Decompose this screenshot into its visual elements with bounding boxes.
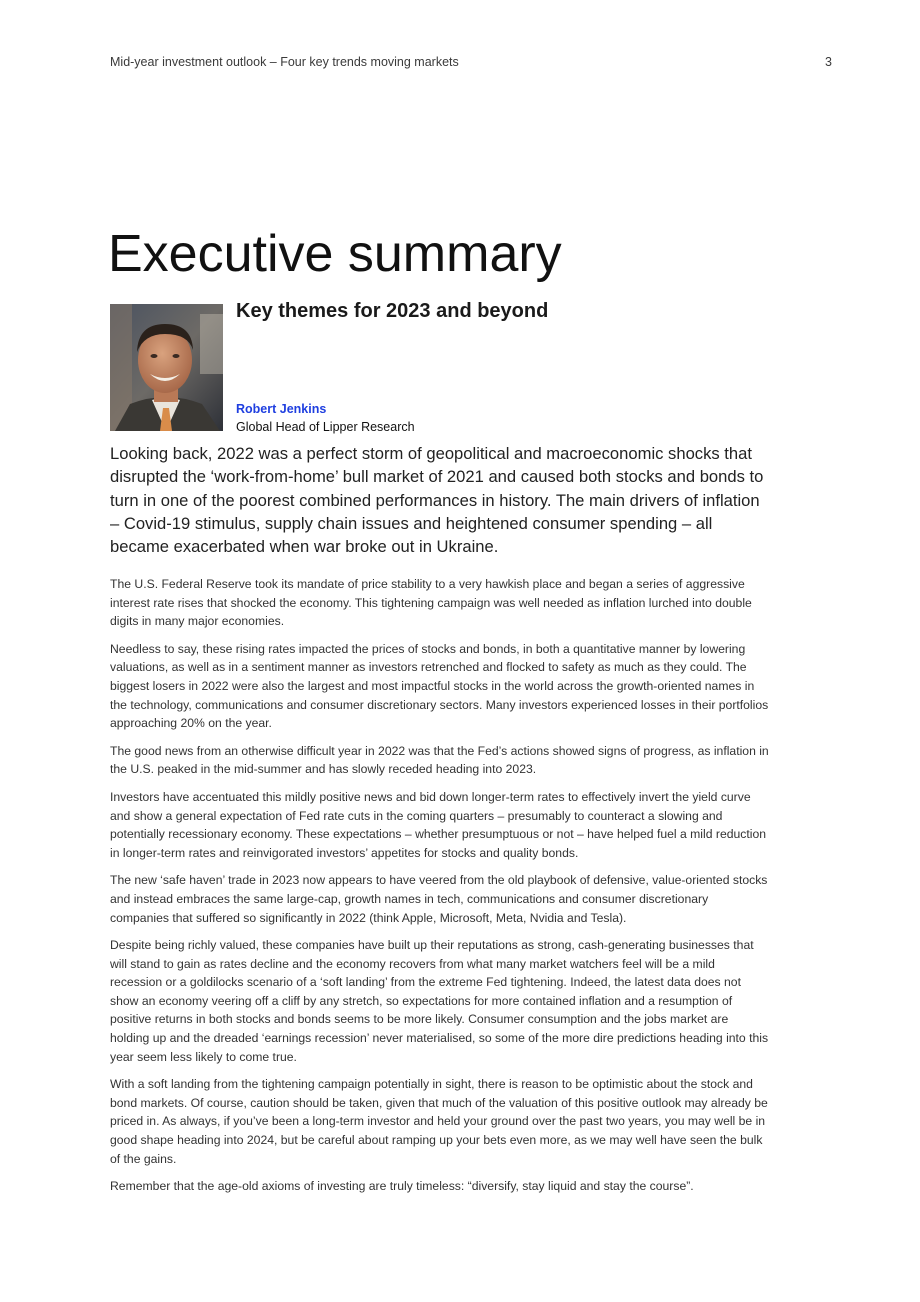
body-text [110,575,770,1205]
author-role: Global Head of Lipper Research [236,420,415,434]
author-portrait [110,304,223,431]
body-paragraph: The U.S. Federal Reserve took its mandate of price stability to a very hawkish place and began a series of aggressive interest rate rises that shocked the economy. This tightening campaign was well needed as inflation lurched into double digits in many major economies. [110,577,752,629]
running-header [110,54,832,70]
body-paragraph: Remember that the age-old axioms of investing are truly timeless: “diversify, stay liquid and stay the course”. [110,1179,694,1194]
body-paragraph: The good news from an otherwise difficult year in 2022 was that the Fed’s actions showed signs of progress, as inflation in the U.S. peaked in the mid-summer and has slowly receded heading into 2023. [110,743,769,777]
body-paragraph: The new ‘safe haven’ trade in 2023 now appears to have veered from the old playbook of defensive, value-oriented stocks and instead embraces the same large-cap, growth names in tech, communications and consumer discretionary companies that suffered so significantly in 2022 (think Apple, Microsoft, Meta, Nvidia and Tesla). [110,873,768,925]
page-number: 3 [825,55,832,69]
section-subtitle: Key themes for 2023 and beyond [236,300,549,322]
lead-paragraph: Looking back, 2022 was a perfect storm of geopolitical and macroeconomic shocks that disrupted the ‘work-from-home’ bull market of 2021 and caused both stocks and bonds to turn in one of the poorest combined performances in history. The main drivers of inflation – Covid-19 stimulus, supply chain issues and heightened consumer spending – all became exacerbated when war broke out in Ukraine. [110,444,764,557]
body-paragraph: Needless to say, these rising rates impacted the prices of stocks and bonds, in both a quantitative manner by lowering valuations, as well as in a sentiment manner as investors retrenched and flocked to safety as much as they could. The biggest losers in 2022 were also the largest and most impactful stocks in the world across the growth-oriented names in the technology, communications and consumer discretionary sectors. Many investors experienced losses in their portfolios approaching 20% on the year. [110,641,769,731]
page-title: Executive summary [108,225,562,283]
running-title: Mid-year investment outlook – Four key trends moving markets [110,55,459,69]
body-paragraph: Investors have accentuated this mildly positive news and bid down longer-term rates to effectively invert the yield curve and show a general expectation of Fed rate cuts in the coming quarters – presumably to counteract a slowing and potentially recessionary economy. These expectations – whether presumptuous or not – have helped fuel a mild reduction in longer-term rates and reinvigorated investors’ appetites for stocks and quality bonds. [110,789,767,860]
author-name: Robert Jenkins [236,402,327,416]
body-paragraph: With a soft landing from the tightening campaign potentially in sight, there is reason to be optimistic about the stock and bond markets. Of course, caution should be taken, given that much of the valuation of this positive outlook may already be priced in. As always, if you’ve been a long-term investor and held your ground over the past two years, you may well be in good shape heading into 2024, but be careful about ramping up your bets even more, as we may well have seen the bulk of the gains. [110,1077,768,1166]
body-paragraph: Despite being richly valued, these companies have built up their reputations as strong, cash-generating businesses that will stand to gain as rates decline and the economy recovers from what many market watchers feel will be a mild recession or a goldilocks scenario of a ‘soft landing’ from the extreme Fed tightening. Indeed, the latest data does not show an economy veering off a cliff by any stretch, so expectations for more contained inflation and a resumption of positive returns in both stocks and bonds seems to be more likely. Consumer consumption and the jobs market are holding up and the dreaded ‘earnings recession’ never materialised, so some of the more dire predictions heading into this year seem less likely to come true. [110,938,769,1064]
author-portrait-photo [110,304,223,431]
